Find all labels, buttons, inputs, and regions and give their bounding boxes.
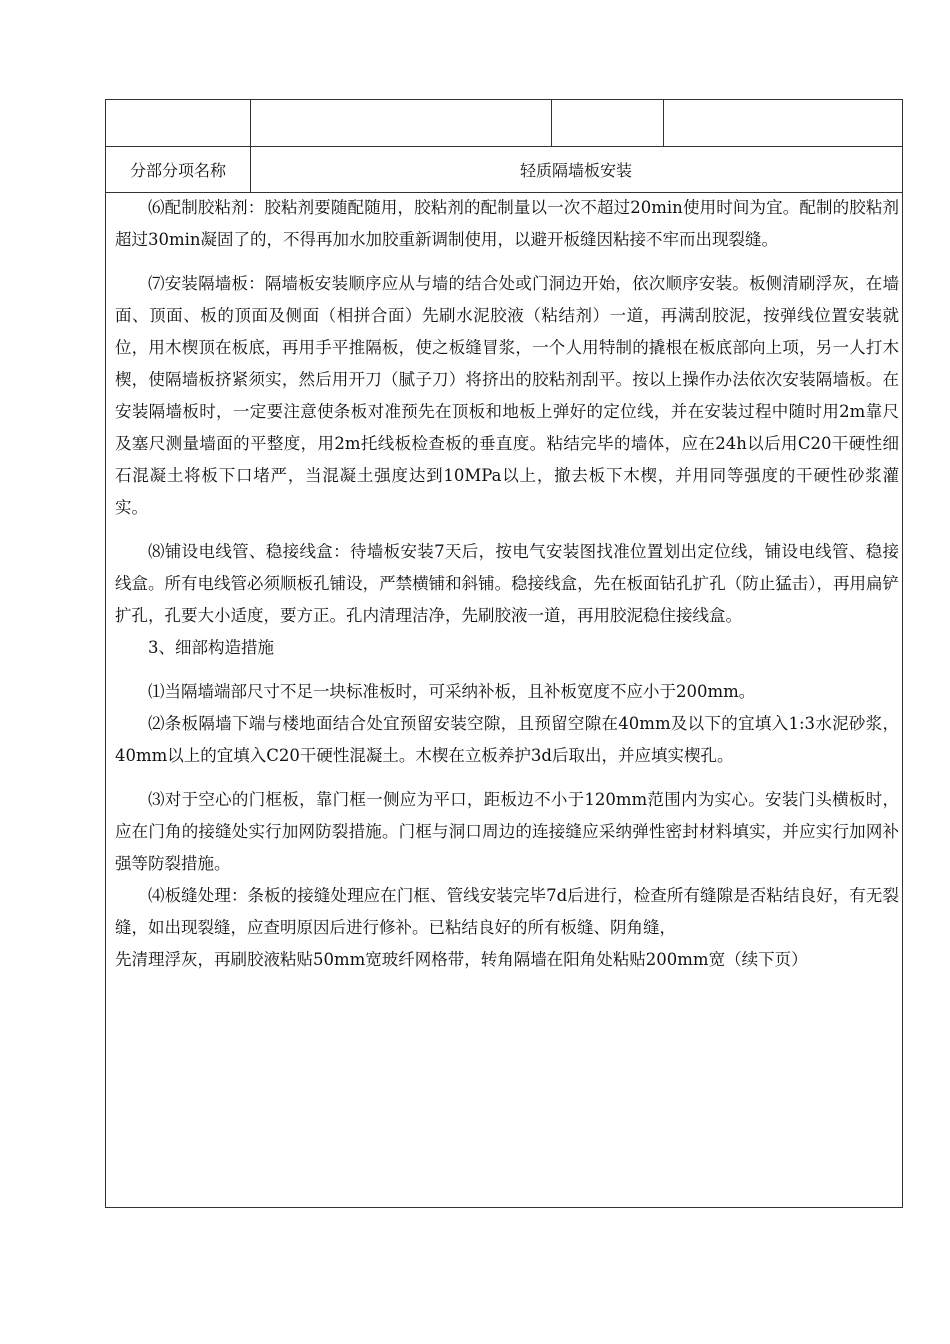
document-body [115,192,899,976]
document-table [105,99,903,1208]
paragraph-measure-1: ⑴当隔墙端部尺寸不足一块标准板时，可采纳补板，且补板宽度不应小于200mm。 [148,682,756,701]
paragraph-continuation: 先清理浮灰，再刷胶液粘贴50mm宽玻纤网格带，转角隔墙在阳角处粘贴200mm宽（续下页） [115,950,808,969]
empty-cell [551,100,663,146]
section-heading: 3、细部构造措施 [148,638,274,657]
paragraph-measure-2: ⑵条板隔墙下端与楼地面结合处宜预留安装空隙，且预留空隙在40mm及以下的宜填入1:3水泥砂浆，40mm以上的宜填入C20干硬性混凝土。木楔在立板养护3d后取出，并应填实楔孔。 [115,714,899,765]
paragraph-step-8: ⑻铺设电线管、稳接线盒：待墙板安装7天后，按电气安装图找准位置划出定位线，铺设电线管、稳接线盒。所有电线管必须顺板孔铺设，严禁横铺和斜铺。稳接线盒，先在板面钻孔扩孔（防止猛击），再用扁铲扩孔，孔要大小适度，要方正。孔内清理洁净，先刷胶液一道，再用胶泥稳住接线盒。 [115,542,899,625]
paragraph-step-7: ⑺安装隔墙板：隔墙板安装顺序应从与墙的结合处或门洞边开始，依次顺序安装。板侧清刷浮灰，在墙面、顶面、板的顶面及侧面（相拼合面）先刷水泥胶液（粘结剂）一道，再满刮胶泥，按弹线位置安装就位，用木楔顶在板底，再用手平推隔板，使之板缝冒浆，一个人用特制的撬根在板底部向上项，另一人打木楔，使隔墙板挤紧须实，然后用开刀（腻子刀）将挤出的胶粘剂刮平。按以上操作办法依次安装隔墙板。在安装隔墙板时，一定要注意使条板对准预先在顶板和地板上弹好的定位线，并在安装过程中随时用2m靠尺及塞尺测量墙面的平整度，用2m托线板检查板的垂直度。粘结完毕的墙体，应在24h以后用C20干硬性细石混凝土将板下口堵严，当混凝土强度达到10MPa以上，撤去板下木楔，并用同等强度的干硬性砂浆灌实。 [115,274,899,517]
section-title: 轻质隔墙板安装 [519,160,632,180]
section-name-label: 分部分项名称 [129,160,226,180]
paragraph-measure-4: ⑷板缝处理：条板的接缝处理应在门框、管线安装完毕7d后进行，检查所有缝隙是否粘结良好，有无裂缝，如出现裂缝，应查明原因后进行修补。已粘结良好的所有板缝、阴角缝， [115,886,899,937]
empty-cell [250,100,551,146]
empty-cell [663,100,902,146]
paragraph-step-6: ⑹配制胶粘剂：胶粘剂要随配随用，胶粘剂的配制量以一次不超过20min使用时间为宜。配制的胶粘剂超过30min凝固了的，不得再加水加胶重新调制使用，以避开板缝因粘接不牢而出现裂缝。 [115,198,899,249]
empty-cell [106,100,250,146]
paragraph-measure-3: ⑶对于空心的门框板，靠门框一侧应为平口，距板边不小于120mm范围内为实心。安装门头横板时，应在门角的接缝处实行加网防裂措施。门框与洞口周边的连接缝应采纳弹性密封材料填实，并应实行加网补强等防裂措施。 [115,790,899,873]
